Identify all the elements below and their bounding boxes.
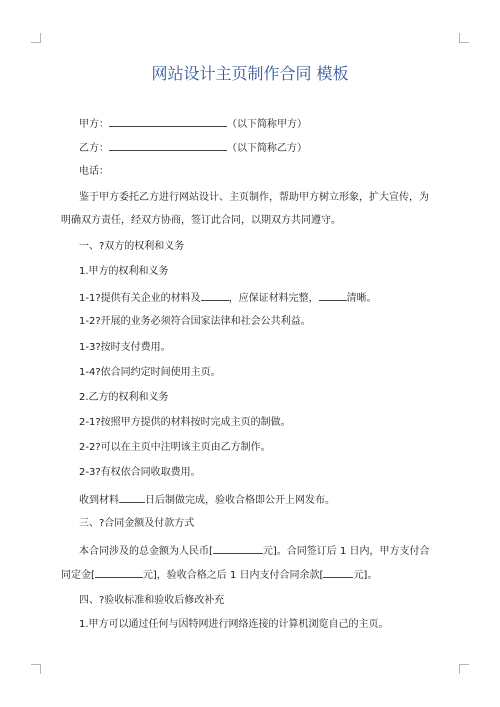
clause-1-4: 1-4?依合同约定时间使用主页。 (79, 367, 221, 378)
amount-text-b: 元]。合同签订后 1 日内，甲方支付合 (262, 546, 430, 557)
clause-1-1-blank-2[interactable] (319, 290, 347, 301)
amount-text-a: 本合同涉及的总金额为人民币[ (79, 546, 213, 557)
page-corner-mark-bottom-right (459, 664, 469, 674)
amount-clause (79, 543, 430, 559)
party-a-label: 甲方： (79, 119, 109, 130)
receipt-days-blank[interactable] (119, 492, 145, 503)
page-corner-mark-top-right (459, 33, 469, 43)
clause-1-2: 1-2?开展的业务必须符合国家法律和社会公共利益。 (79, 316, 311, 327)
clause-1-3: 1-3?按时支付费用。 (79, 342, 171, 353)
party-a-note: （以下简称甲方） (227, 119, 307, 130)
deposit-text-a: 同定金[ (61, 570, 95, 581)
subsection-2-heading: 2.乙方的权利和义务 (79, 392, 169, 403)
party-b-blank[interactable] (109, 140, 227, 151)
party-b-label: 乙方： (79, 143, 109, 154)
deposit-amount-blank[interactable] (95, 567, 143, 578)
clause-2-2: 2-2?可以在主页中注明该主页由乙方制作。 (79, 442, 271, 453)
clause-1-1 (79, 290, 377, 306)
document-title: 网站设计主页制作合同 模板 (151, 64, 349, 83)
clause-2-1: 2-1?按照甲方提供的材料按时完成主页的制做。 (79, 417, 291, 428)
party-a-line (79, 116, 307, 132)
clause-1-1-text-c: 清晰。 (346, 293, 377, 304)
preamble-line-2: 明确双方责任，经双方协商，签订此合同，以期双方共同遵守。 (61, 215, 341, 226)
section-3-heading: 三、?合同金额及付款方式 (79, 518, 195, 529)
deposit-text-b: 元]，验收合格之后 1 日内支付合同余款[ (142, 570, 324, 581)
page-corner-mark-bottom-left (31, 664, 41, 674)
clause-1-1-blank-1[interactable] (201, 290, 229, 301)
phone-line: 电话： (79, 166, 109, 177)
party-b-line (79, 140, 307, 156)
receipt-text-a: 收到材料 (79, 495, 119, 506)
balance-amount-blank[interactable] (323, 567, 353, 578)
preamble-line-1: 鉴于甲方委托乙方进行网站设计、主页制作，帮助甲方树立形象，扩大宣传，为 (79, 192, 429, 203)
total-amount-blank[interactable] (213, 543, 263, 554)
clause-4-1: 1.甲方可以通过任何与因特网进行网络连接的计算机浏览自己的主页。 (79, 619, 389, 630)
deposit-clause (61, 567, 377, 583)
subsection-1-heading: 1.甲方的权利和义务 (79, 266, 169, 277)
receipt-clause (79, 492, 335, 508)
page-corner-mark-top-left (31, 33, 41, 43)
section-4-heading: 四、?验收标准和验收后修改补充 (79, 595, 225, 606)
clause-1-1-text-b: ，应保证材料完整， (228, 293, 319, 304)
section-1-heading: 一、?双方的权利和义务 (79, 241, 185, 252)
party-b-note: （以下简称乙方） (227, 143, 307, 154)
deposit-text-c: 元]。 (353, 570, 378, 581)
clause-2-3: 2-3?有权依合同收取费用。 (79, 467, 201, 478)
receipt-text-b: 日后制做完成，验收合格即公开上网发布。 (145, 495, 335, 506)
clause-1-1-text-a: 1-1?提供有关企业的材料及 (79, 293, 201, 304)
party-a-blank[interactable] (109, 116, 227, 127)
